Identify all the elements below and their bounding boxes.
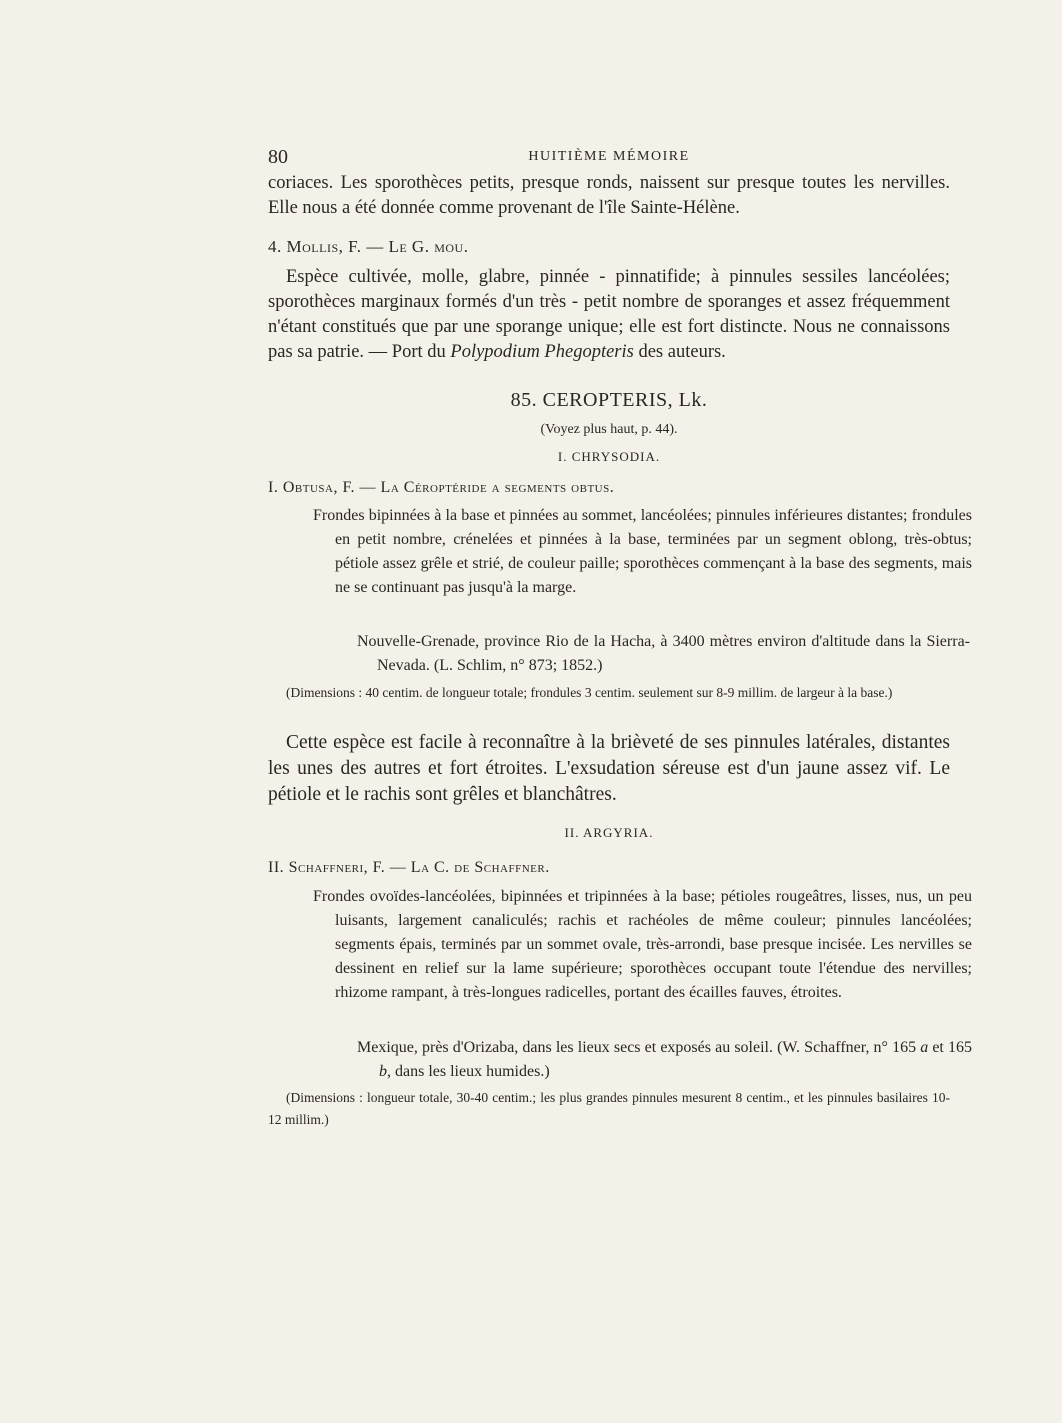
genus-title: 85. CEROPTERIS, Lk. — [510, 389, 708, 411]
page-header — [268, 146, 950, 170]
species-schaffneri-locality: Mexique, près d'Orizaba, dans les lieux secs et exposés au soleil. (W. Schaffner, n° 165 a et 165 b, dans les lieux humides.) — [357, 1039, 972, 1080]
species-obtusa-locality: Nouvelle-Grenade, province Rio de la Hacha, à 3400 mètres environ d'altitude dans la Sierra-Nevada. (L. Schlim, n° 873; 1852.) — [357, 633, 970, 674]
section-1-title: I. CHRYSODIA. — [557, 449, 661, 464]
section-2-title: II. ARGYRIA. — [564, 825, 654, 840]
species-obtusa-description: Frondes bipinnées à la base et pinnées au sommet, lancéolées; pinnules inférieures distantes; frondules en petit nombre, crénelées et pinnées à la base, terminées par un segment oblong, très-obtus; pétiole assez grêle et strié, de couleur paille; sporothèces commençant à la base des segments, mais ne se continuant pas jusqu'à la marge. — [313, 507, 972, 596]
species-4-description: Espèce cultivée, molle, glabre, pinnée - pinnatifide; à pinnules sessiles lancéolées; sporothèces marginaux formés d'un très - petit nombre de sporanges et assez fréquemment n'étant constitués que par une sporange unique; elle est fort distincte. Nous ne connaissons pas sa patrie. — Port du Polypodium Phegopteris des auteurs. — [268, 267, 950, 362]
species-schaffneri-description: Frondes ovoïdes-lancéolées, bipinnées et tripinnées à la base; pétioles rougeâtres, lisses, nus, un peu luisants, largement canaliculés; rachis et rachéoles de même couleur; pinnules lancéolées; segments épais, terminés par un sommet ovale, très-arrondi, base presque incisée. Les nervilles se dessinent en relief sur la lame supérieure; sporothèces occupant toute l'étendue des nervilles; rhizome rampant, à très-longues radicelles, portant des écailles fauves, étroites. — [313, 888, 972, 1001]
species-obtusa-dimensions: (Dimensions : 40 centim. de longueur totale; frondules 3 centim. seulement sur 8-9 millim. de largeur à la base.) — [286, 685, 893, 700]
species-4-heading: 4. Mollis, F. — Le G. mou. — [268, 237, 469, 256]
intro-paragraph: coriaces. Les sporothèces petits, presque ronds, naissent sur presque toutes les nervilles. Elle nous a été donnée comme provenant de l'île Sainte-Hélène. — [268, 173, 950, 218]
species-obtusa-remark: Cette espèce est facile à reconnaître à la brièveté de ses pinnules latérales, distantes les unes des autres et fort étroites. L'exsudation séreuse est d'un jaune assez vif. Le pétiole et le rachis sont grêles et blanchâtres. — [268, 732, 950, 805]
genus-see-also: (Voyez plus haut, p. 44). — [540, 422, 678, 437]
species-schaffneri-dimensions: (Dimensions : longueur totale, 30-40 centim.; les plus grandes pinnules mesurent 8 centim., et les pinnules basilaires 10-12 millim.) — [268, 1090, 950, 1127]
running-head: HUITIÈME MÉMOIRE — [528, 149, 690, 164]
species-obtusa-heading: I. Obtusa, F. — La Céroptéride a segments obtus. — [268, 479, 615, 496]
species-4-italic-name: Polypodium Phegopteris — [450, 342, 634, 362]
page-number: 80 — [268, 146, 288, 168]
species-schaffneri-heading: II. Schaffneri, F. — La C. de Schaffner. — [268, 859, 550, 876]
